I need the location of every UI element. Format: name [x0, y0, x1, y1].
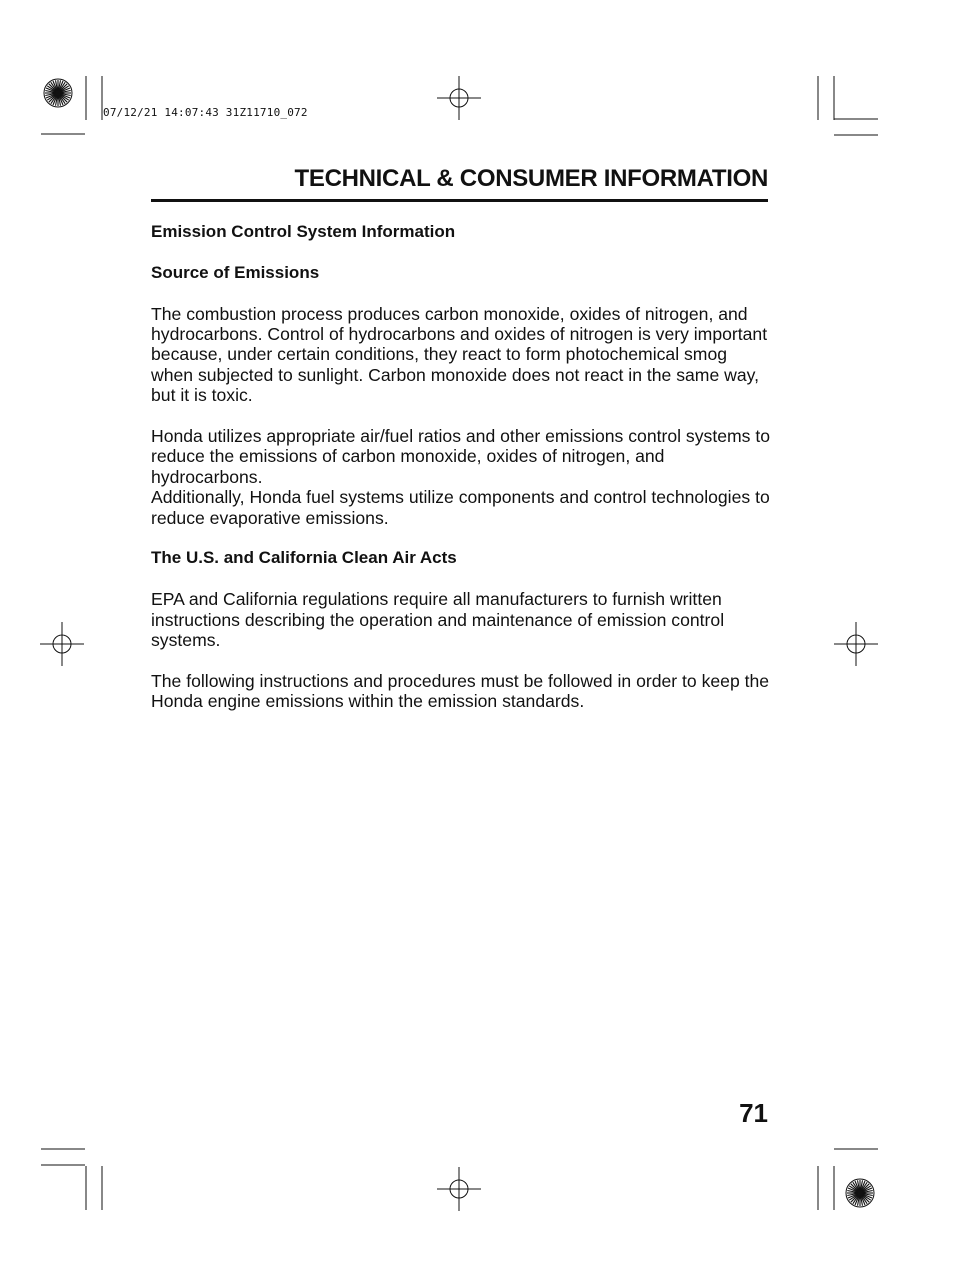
paragraph-evaporative: Additionally, Honda fuel systems utilize components and control technologies to reduce evaporative emissions.	[151, 487, 770, 528]
section-title: TECHNICAL & CONSUMER INFORMATION	[294, 165, 768, 192]
print-stamp: 07/12/21 14:07:43 31Z11710_072	[103, 106, 308, 119]
heading-source-of-emissions: Source of Emissions	[151, 262, 320, 282]
registration-starburst-icon	[44, 79, 72, 107]
registration-crosshair-icon	[437, 76, 481, 120]
heading-emission-control: Emission Control System Information	[151, 222, 456, 241]
registration-crosshair-icon	[40, 622, 84, 666]
paragraph-honda-systems: Honda utilizes appropriate air/fuel ratios and other emissions control systems to reduce the emissions of carbon monoxide, oxides of nitrogen, and hydrocarbons.	[151, 426, 771, 487]
page-content	[151, 222, 771, 732]
registration-starburst-icon	[846, 1179, 874, 1207]
title-rule	[151, 199, 768, 202]
paragraph-instructions: The following instructions and procedures must be followed in order to keep the Honda engine emissions within the emission standards.	[151, 670, 770, 712]
heading-clean-air-acts: The U.S. and California Clean Air Acts	[151, 548, 457, 568]
registration-crosshair-icon	[437, 1167, 481, 1211]
paragraph-epa-regulations: EPA and California regulations require all manufacturers to furnish written instructions describing the operation and maintenance of emission control systems.	[151, 589, 725, 651]
registration-crosshair-icon	[834, 622, 878, 666]
page-number: 71	[739, 1098, 768, 1128]
paragraph-combustion: The combustion process produces carbon monoxide, oxides of nitrogen, and hydrocarbons. Control of hydrocarbons and oxides of nitrogen is very important because, under certain conditions, they react to form photochemical smog when subjected to sunlight. Carbon monoxide does not react in the same way, but it is toxic.	[151, 303, 768, 406]
